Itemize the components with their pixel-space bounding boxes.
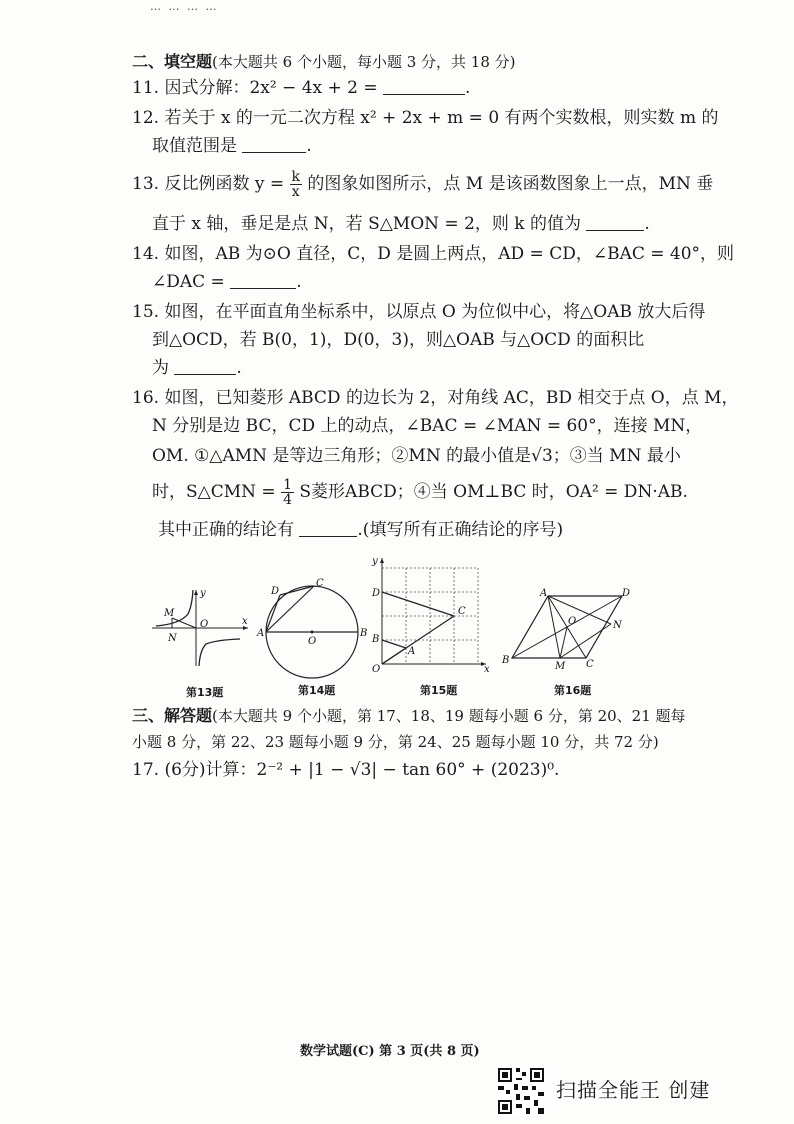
fig15-label-a: A — [408, 646, 416, 657]
figure-16 — [500, 586, 640, 670]
fig15-label-d: D — [372, 588, 381, 599]
q16-fraction — [281, 478, 294, 507]
section2-note: (本大题共 6 个小题，每小题 3 分，共 18 分) — [212, 53, 516, 71]
figure-13 — [150, 586, 254, 668]
fig13-label-n: N — [168, 633, 177, 644]
fig14-label-o: O — [308, 636, 317, 647]
q16-frac-num: 1 — [283, 477, 292, 493]
section3-note1: (本大题共 9 个小题，第 17、18、19 题每小题 6 分，第 20、21 题每 — [212, 707, 686, 725]
question-16-line5 — [158, 518, 563, 542]
q15-line3-text: 为 — [152, 358, 169, 378]
q13-frac-den: x — [291, 184, 300, 200]
q13-line2-text: 直于 x 轴，垂足是点 N，若 S△MON = 2，则 k 的值为 — [152, 214, 581, 234]
fig13-label-o: O — [200, 619, 209, 630]
fig15-label-b: B — [372, 634, 380, 645]
figure-14 — [256, 578, 368, 682]
qr-code-icon — [496, 1066, 546, 1116]
scanner-brand-text: 扫描全能王 创建 — [556, 1078, 711, 1102]
question-14-line1: 14. 如图，AB 为⊙O 直径，C，D 是圆上两点，AD = CD，∠BAC = 40°，则 — [132, 244, 735, 264]
question-16-line2: N 分别是边 BC，CD 上的动点，∠BAC = ∠MAN = 60°，连接 MN， — [152, 416, 703, 436]
q12-line2-text: 取值范围是 — [152, 136, 237, 156]
question-11: 11. 因式分解：2x² − 4x + 2 = . — [132, 78, 471, 98]
question-15-line3: 为 . — [152, 358, 242, 378]
q16-frac-den: 4 — [283, 492, 292, 508]
q16-answer-blank — [299, 520, 357, 537]
q16-line5-pre: 其中正确的结论有 — [158, 520, 294, 540]
caption-fig16: 第16题 — [554, 684, 592, 697]
figure-15 — [370, 556, 490, 672]
q14-answer-blank — [230, 272, 296, 289]
section2-header — [132, 50, 516, 74]
page-footer: 数学试题(C) 第 3 页(共 8 页) — [300, 1044, 480, 1059]
fig15-label-x: x — [484, 664, 490, 672]
fig14-label-c: C — [316, 578, 324, 589]
q16-line4-post: S菱形ABCD；④当 OM⊥BC 时，OA² = DN·AB. — [299, 482, 688, 502]
question-13-line2: 直于 x 轴，垂足是点 N，若 S△MON = 2，则 k 的值为 . — [152, 214, 650, 234]
section3-header — [132, 704, 686, 728]
section3-note2: 小题 8 分，第 22、23 题每小题 9 分，第 24、25 题每小题 10 分，共 72 分) — [132, 733, 659, 751]
question-14-line2: ∠DAC = . — [152, 272, 302, 292]
question-16-line3: OM. ①△AMN 是等边三角形；②MN 的最小值是√3；③当 MN 最小 — [152, 446, 681, 466]
caption-fig14: 第14题 — [298, 684, 336, 697]
caption-fig15: 第15题 — [420, 684, 458, 697]
fig14-label-a: A — [257, 628, 265, 639]
fig15-label-c: C — [458, 606, 466, 617]
q13-post: 的图象如图所示，点 M 是该函数图象上一点，MN 垂 — [307, 174, 714, 194]
section2-title: 二、填空题 — [132, 52, 213, 71]
fig15-label-y: y — [372, 556, 378, 567]
top-cut-text: … … … … — [150, 0, 219, 10]
fig13-label-y: y — [200, 588, 206, 599]
fig16-label-o: O — [568, 616, 577, 627]
fig16-label-m: M — [555, 661, 566, 670]
question-12-line1: 12. 若关于 x 的一元二次方程 x² + 2x + m = 0 有两个实数根，则实数 m 的 — [132, 108, 719, 128]
fig16-label-c: C — [586, 659, 594, 670]
q16-line5-post: .(填写所有正确结论的序号) — [357, 520, 564, 540]
question-12-line2: 取值范围是 . — [152, 136, 312, 156]
q15-answer-blank — [174, 358, 236, 375]
q13-pre: 13. 反比例函数 y = — [132, 174, 285, 194]
q14-line2-text: ∠DAC = — [152, 272, 225, 292]
fig16-label-d: D — [622, 588, 631, 599]
fig13-label-m: M — [164, 608, 175, 619]
q13-answer-blank — [586, 214, 644, 231]
fig14-label-b: B — [360, 628, 368, 639]
fig16-label-b: B — [502, 655, 510, 666]
caption-fig13: 第13题 — [186, 686, 224, 699]
question-17: 17. (6分)计算：2⁻² + |1 − √3| − tan 60° + (2023)⁰. — [132, 760, 560, 780]
q11-answer-blank — [383, 78, 465, 95]
q16-line4-pre: 时，S△CMN = — [152, 482, 276, 502]
question-15-line1: 15. 如图，在平面直角坐标系中，以原点 O 为位似中心，将△OAB 放大后得 — [132, 302, 706, 322]
q12-answer-blank — [242, 136, 306, 153]
fig16-label-a: A — [540, 588, 548, 599]
question-13-line1 — [132, 170, 713, 199]
q13-frac-num: k — [291, 169, 300, 185]
question-16-line1: 16. 如图，已知菱形 ABCD 的边长为 2，对角线 AC，BD 相交于点 O，点 M， — [132, 388, 739, 408]
question-16-line4 — [152, 478, 688, 507]
fig15-label-o: O — [372, 664, 381, 672]
q13-fraction — [290, 170, 302, 199]
section3-title: 三、解答题 — [132, 706, 213, 725]
fig16-label-n: N — [613, 620, 622, 631]
q11-text: 11. 因式分解：2x² − 4x + 2 = — [132, 78, 378, 98]
question-15-line2: 到△OCD，若 B(0，1)，D(0，3)，则△OAB 与△OCD 的面积比 — [152, 330, 645, 350]
fig14-label-d: D — [271, 586, 280, 597]
fig13-label-x: x — [242, 616, 248, 627]
